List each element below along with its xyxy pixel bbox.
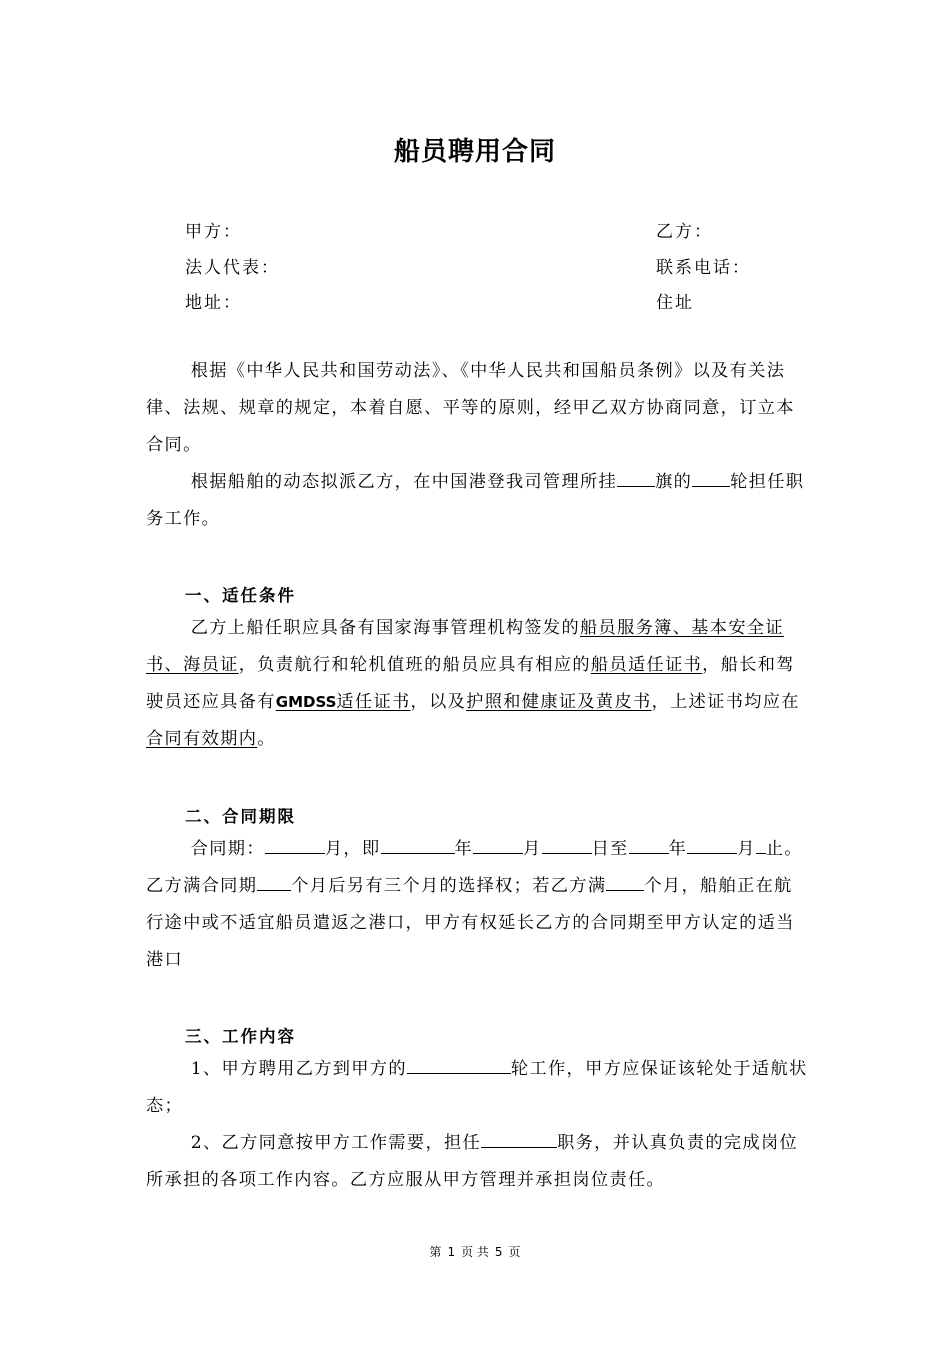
option-months-blank[interactable] [257, 872, 291, 891]
extension-months-blank[interactable] [606, 872, 644, 891]
end-day-blank[interactable] [756, 835, 766, 854]
start-day-blank[interactable] [542, 835, 592, 854]
section-1-heading: 一、适任条件 [185, 586, 296, 605]
term-months-blank[interactable] [265, 835, 325, 854]
work-item-1: 1、甲方聘用乙方到甲方的 轮工作，甲方应保证该轮处于适航状态； [146, 1051, 808, 1125]
start-month-blank[interactable] [473, 835, 523, 854]
party-a-label: 甲方： [185, 222, 242, 242]
page-footer: 第 1 页 共 5 页 [429, 1245, 521, 1259]
intro-paragraph-1: 根据《中华人民共和国劳动法》、《中华人民共和国船员条例》以及有关法律、法规、规章的规定，本着自愿、平等的原则，经甲乙双方协商同意，订立本合同。 [146, 361, 795, 455]
end-year-blank[interactable] [629, 835, 669, 854]
party-b-label: 乙方： [656, 222, 713, 242]
legal-rep-label: 法人代表： [185, 258, 280, 278]
section-1-body [146, 610, 808, 758]
intro-section [146, 353, 808, 538]
end-month-blank[interactable] [687, 835, 737, 854]
intro-paragraph-2: 根据船舶的动态拟派乙方，在中国港登我司管理所挂 旗的 轮担任职务工作。 [146, 464, 808, 538]
section-3-heading: 三、工作内容 [185, 1027, 296, 1046]
section-2-body [146, 831, 808, 979]
qualification-paragraph: 乙方上船任职应具备有国家海事管理机构签发的船员服务簿、基本安全证书、海员证，负责航行和轮机值班的船员应具有相应的船员适任证书，船长和驾驶员还应具备有GMDSS适任证书，以及护照和健康证及黄皮书，上述证书均应在合同有效期内。 [146, 618, 800, 749]
competency-cert-term: 船员适任证书 [590, 655, 703, 675]
residence-label: 住址 [656, 293, 694, 313]
gmdss-cert-term: GMDSS适任证书 [275, 692, 411, 712]
validity-term: 合同有效期内 [146, 729, 258, 749]
start-year-blank[interactable] [381, 835, 455, 854]
position-blank[interactable] [481, 1129, 557, 1148]
section-3-body [146, 1051, 808, 1199]
flag-blank[interactable] [617, 468, 655, 487]
contract-term-paragraph: 合同期： 月，即 年 月 日至 年 月 止。乙方满合同期 个月后另有三个月的选择权；若乙方满 个月，船舶正在航行途中或不适宜船员遣返之港口，甲方有权延长乙方的合同期至甲方认定的适当港口 [146, 831, 808, 979]
document-title: 船员聘用合同 [393, 137, 556, 167]
section-2-heading: 二、合同期限 [185, 807, 296, 826]
ship-name-blank[interactable] [692, 468, 730, 487]
contact-phone-label: 联系电话： [656, 258, 751, 278]
passport-health-term: 护照和健康证及黄皮书 [466, 692, 652, 712]
vessel-name-blank[interactable] [407, 1055, 511, 1074]
address-label: 地址： [185, 293, 242, 313]
current-page-number: 1 [447, 1245, 456, 1259]
total-pages: 5 [494, 1245, 503, 1259]
work-item-2: 2、乙方同意按甲方工作需要，担任 职务，并认真负责的完成岗位所承担的各项工作内容。乙方应服从甲方管理并承担岗位责任。 [146, 1125, 808, 1199]
seafarer-docs-term: 船员服务簿、基本安全证书、海员证 [146, 618, 784, 675]
